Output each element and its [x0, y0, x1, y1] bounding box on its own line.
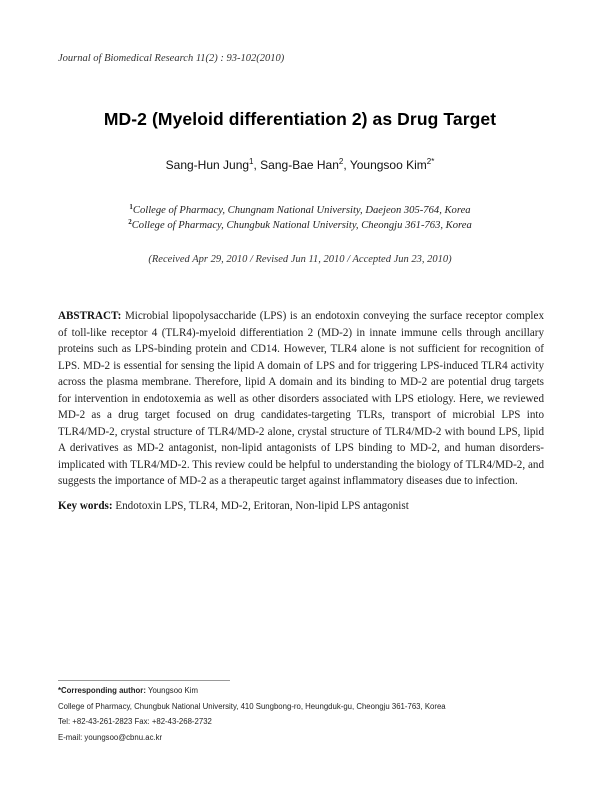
received-dates: (Received Apr 29, 2010 / Revised Jun 11, 2010 / Accepted Jun 23, 2010) — [148, 254, 452, 265]
author-name: Sang-Bae Han — [260, 158, 339, 172]
author-affiliation-mark: 1 — [249, 157, 254, 166]
affiliation-list — [0, 203, 600, 233]
author-name: Sang-Hun Jung — [165, 158, 250, 172]
author-affiliation-mark: 2* — [426, 157, 435, 166]
footnote-divider — [58, 680, 230, 681]
corresponding-author-line — [58, 683, 446, 699]
affiliation-mark: 1 — [129, 203, 133, 211]
affiliation-text: College of Pharmacy, Chungnam National University, Daejeon 305-764, Korea — [132, 205, 471, 216]
keywords-text: Endotoxin LPS, TLR4, MD-2, Eritoran, Non-lipid LPS antagonist — [112, 500, 409, 512]
abstract-text: Microbial lipopolysaccharide (LPS) is an endotoxin conveying the surface receptor complex of toll-like receptor 4 (TLR4)-myeloid differentiation 2 (MD-2) in innate immune cells through ancillary proteins such as LPS-binding protein and CD14. However, TLR4 alone is not sufficient for recognition of LPS. MD-2 is essential for sensing the lipid A domain of LPS and for triggering LPS-induced TLR4 activity across the plasma membrane. Therefore, lipid A domain and its binding to MD-2 are potential drug targets for intervention in endotoxemia as well as other disorders associated with LPS etiology. Here, we reviewed MD-2 as a drug target focused on drug candidates-targeting TLRs, transport of microbial LPS into TLR4/MD-2, crystal structure of TLR4/MD-2 alone, crystal structure of TLR4/MD-2 with bound LPS, lipid A derivatives as MD-2 antagonist, non-lipid antagonists of LPS binding to MD-2, and human disorders-implicated with TLR4/MD-2. This review could be helpful to understanding the biology of TLR4/MD-2, and suggests the importance of MD-2 as a therapeutic target against inflammatory diseases due to infection. — [58, 310, 544, 487]
affiliation — [0, 203, 600, 218]
author-affiliation-mark: 2 — [338, 157, 344, 166]
corresponding-author-label: *Corresponding author: — [58, 686, 146, 695]
corresponding-author-address: College of Pharmacy, Chungbuk National University, 410 Sungbong-ro, Heungduk-gu, Cheongju 361-763, Korea — [58, 701, 446, 711]
affiliation-mark: 2 — [128, 218, 132, 226]
corresponding-author-phone: Tel: +82-43-261-2823 Fax: +82-43-268-2732 — [58, 717, 212, 726]
abstract-label: ABSTRACT: — [58, 310, 122, 322]
corresponding-author-email: E-mail: youngsoo@cbnu.ac.kr — [58, 732, 163, 742]
abstract — [58, 308, 544, 490]
journal-citation: Journal of Biomedical Research 11(2) : 93-102(2010) — [58, 53, 285, 64]
author-separator: , — [343, 158, 350, 172]
author-list — [0, 158, 600, 172]
keywords-label: Key words: — [58, 500, 113, 512]
paper-title: MD-2 (Myeloid differentiation 2) as Drug Target — [103, 109, 497, 129]
author-separator: , — [253, 158, 261, 172]
author-name: Youngsoo Kim — [349, 158, 427, 172]
keywords — [58, 500, 544, 512]
corresponding-author-footnote — [58, 683, 446, 745]
corresponding-author-name: Youngsoo Kim — [145, 686, 198, 695]
affiliation-text: College of Pharmacy, Chungbuk National University, Cheongju 361-763, Korea — [131, 220, 472, 231]
affiliation — [0, 218, 600, 233]
